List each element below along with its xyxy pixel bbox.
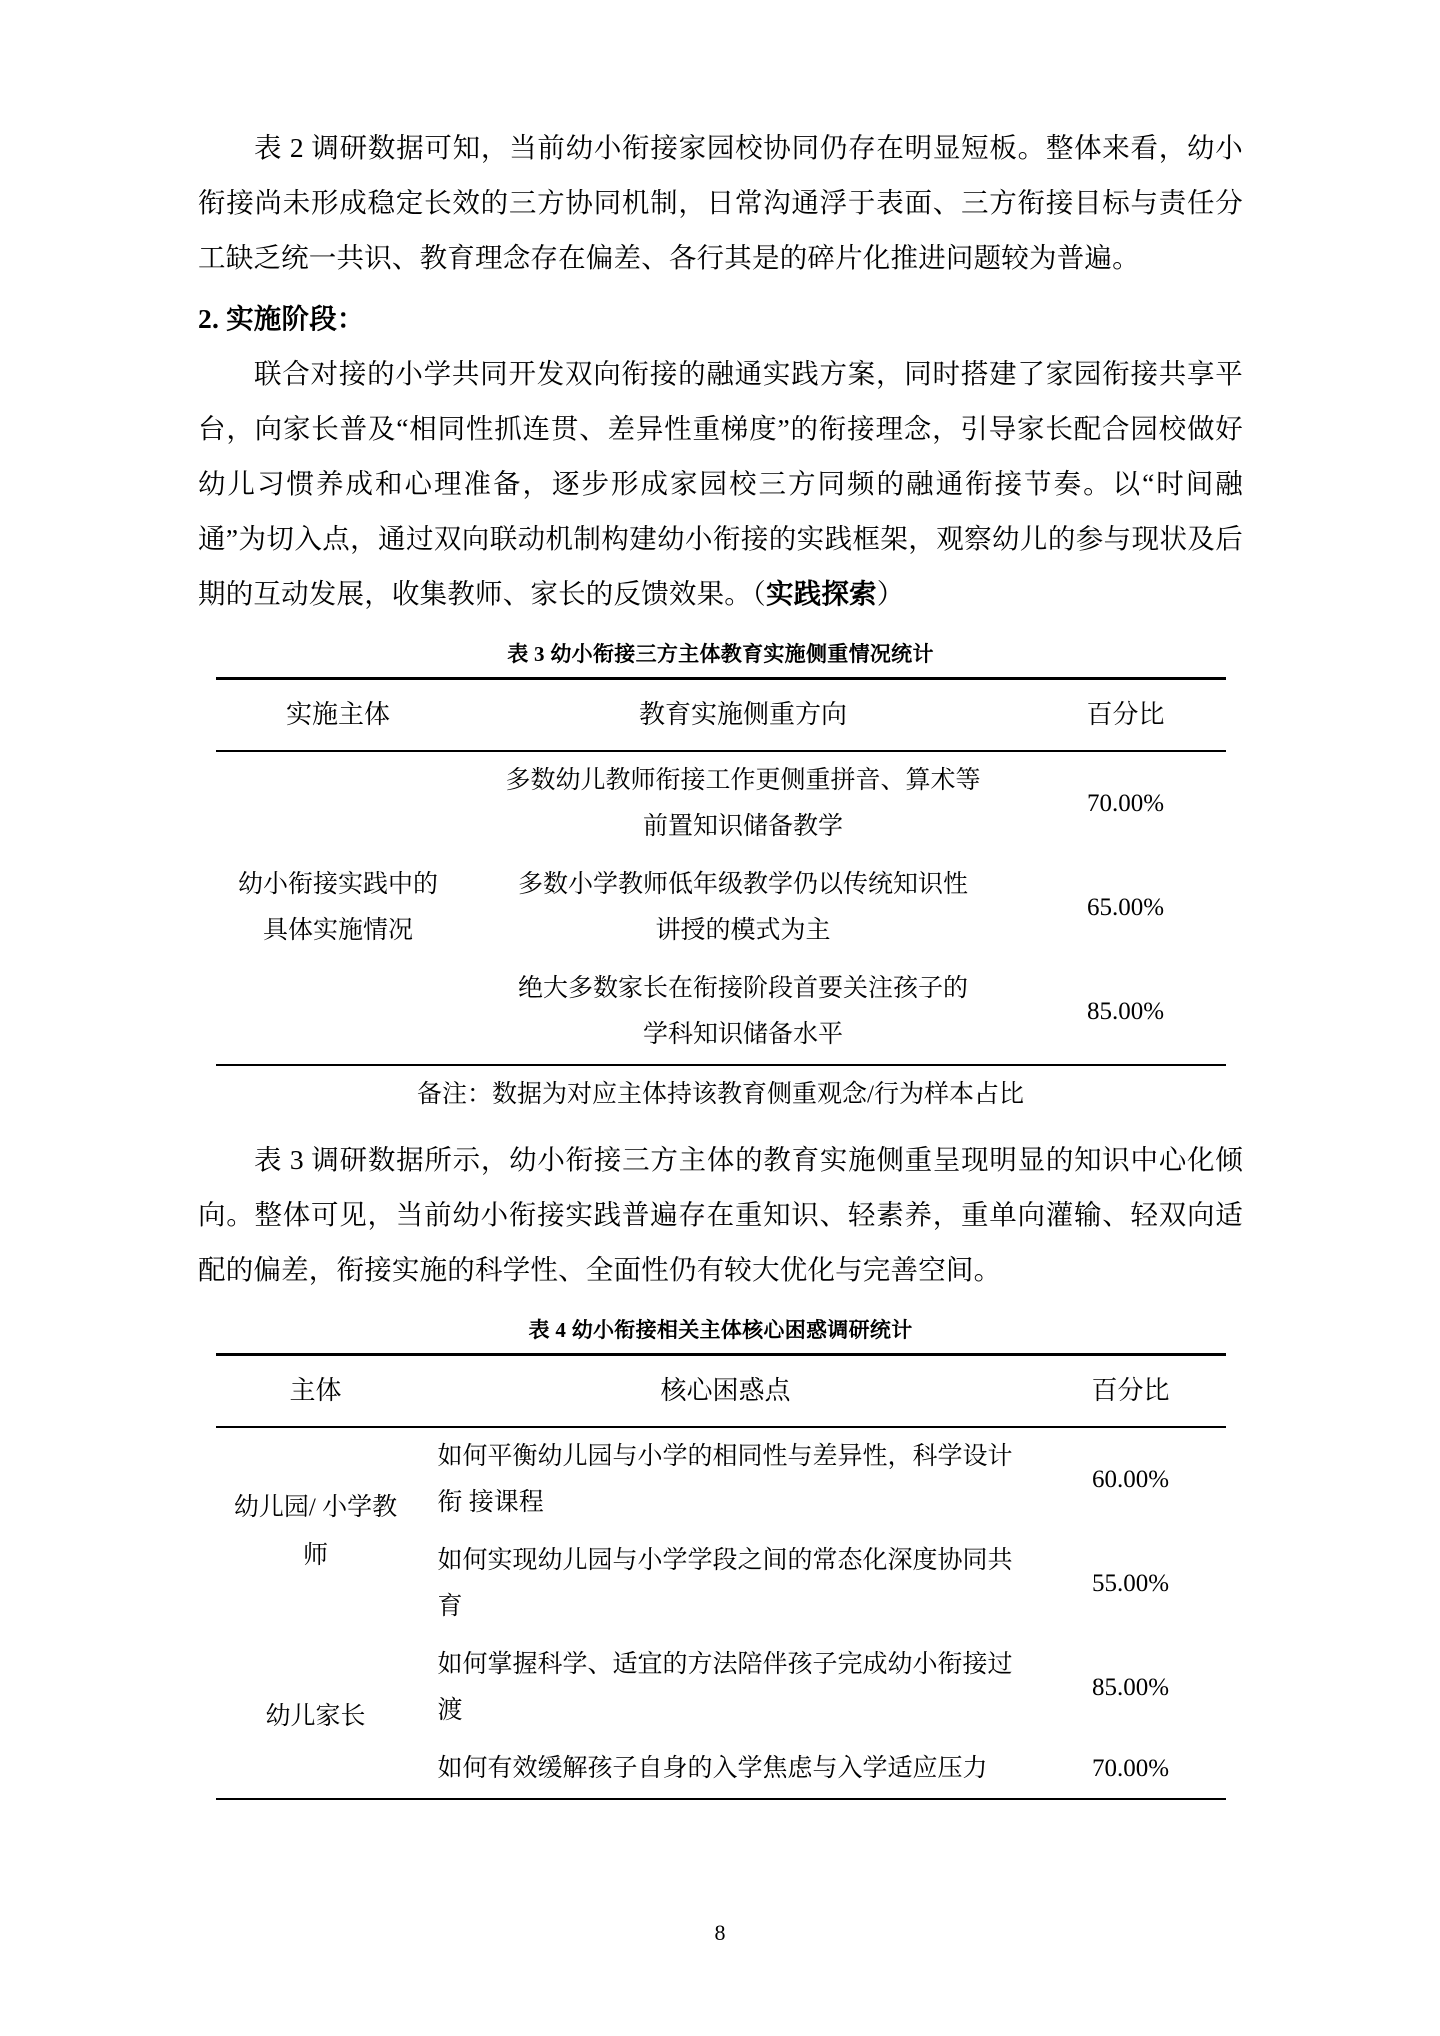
table4-header-subject: 主体 <box>216 1355 416 1428</box>
table3-header-direction: 教育实施侧重方向 <box>461 679 1026 752</box>
table3-direction-cell <box>461 856 1026 960</box>
table4-percent-cell: 55.00% <box>1091 1570 1170 1597</box>
table4-percent-cell: 85.00% <box>1091 1674 1170 1701</box>
table4-header <box>216 1355 1226 1428</box>
table4-percent-cell: 70.00% <box>1036 1740 1226 1799</box>
table4-question-cell <box>416 1740 1036 1799</box>
table-row <box>216 751 1226 856</box>
table4-question-cell <box>416 1532 1036 1636</box>
paragraph-table3-analysis: 表 3 调研数据所示，幼小衔接三方主体的教育实施侧重呈现明显的知识中心化倾向。整体可见，当前幼小衔接实践普遍存在重知识、轻素养，重单向灌输、轻双向适配的偏差，衔接实施的科学性、全面性仍有较大优化与完善空间。 <box>198 1144 1243 1285</box>
table3-percent-cell: 85.00% <box>1086 998 1165 1025</box>
table3-direction-line1: 绝大多数家长在衔接阶段首要关注孩子的 <box>517 975 968 1002</box>
table3-direction-line1: 多数小学教师低年级教学仍以传统知识性 <box>517 871 968 898</box>
paragraph-implementation-body: 联合对接的小学共同开发双向衔接的融通实践方案，同时搭建了家园衔接共享平台，向家长普及“相同性抓连贯、差异性重梯度”的衔接理念，引导家长配合园校做好幼儿习惯养成和心理准备，逐步形成家园校三方同频的融通衔接节奏。以“时间融通”为切入点，通过双向联动机制构建幼小衔接的实践框架，观察幼儿的参与现状及后期的互动发展，收集教师、家长的反馈效果。（ <box>198 358 1243 609</box>
table3-subject-cell <box>216 751 461 1065</box>
paragraph-implementation-description <box>198 346 1243 621</box>
table3-percent-cell: 65.00% <box>1086 894 1165 921</box>
table4-question-line1: 如何平衡幼儿园与小学的相同性与差异性，科学设计衔 <box>437 1443 1013 1516</box>
paragraph-table2-analysis: 表 2 调研数据可知，当前幼小衔接家园校协同仍存在明显短板。整体来看，幼小衔接尚未形成稳定长效的三方协同机制，日常沟通浮于表面、三方衔接目标与责任分工缺乏统一共识、教育理念存在偏差、各行其是的碎片化推进问题较为普遍。 <box>198 132 1243 273</box>
table4-header-percent: 百分比 <box>1036 1355 1226 1428</box>
table3-direction-line2: 前置知识储备教学 <box>642 813 843 840</box>
table3-direction-cell <box>461 751 1026 856</box>
table4-subject-line1: 幼儿家长 <box>265 1703 366 1730</box>
table4-subject-cell <box>216 1427 416 1636</box>
table4-question-cell <box>416 1427 1036 1532</box>
table4-subject-line1: 幼儿园/ <box>233 1494 316 1521</box>
table4-question-line1: 如何实现幼儿园与小学学段之间的常态化深度协同共育 <box>437 1547 1013 1620</box>
page-content <box>198 120 1243 1800</box>
table3-body <box>216 751 1226 1124</box>
table4-question-line1: 如何掌握科学、适宜的方法陪伴孩子完成幼小衔接过渡 <box>437 1651 1013 1724</box>
table3-note-row <box>216 1065 1226 1124</box>
table4-question-line2: 接课程 <box>468 1489 544 1516</box>
table3-note: 备注：数据为对应主体持该教育侧重观念/行为样本占比 <box>216 1065 1226 1124</box>
table4-question-cell <box>416 1636 1036 1740</box>
page-number: 8 <box>714 1920 726 1945</box>
table3-direction-cell <box>461 960 1026 1065</box>
paragraph-practice-exploration-bold: 实践探索 <box>765 578 877 609</box>
table4-subject-cell <box>216 1636 416 1799</box>
table4 <box>216 1353 1226 1800</box>
table-row <box>216 1427 1226 1532</box>
table3-caption: 表 3 幼小衔接三方主体教育实施侧重情况统计 <box>507 642 934 666</box>
table3 <box>216 677 1226 1124</box>
table4-percent-cell: 60.00% <box>1036 1427 1226 1532</box>
table3-direction-line2: 学科知识储备水平 <box>642 1021 843 1048</box>
table3-direction-line2: 讲授的模式为主 <box>655 917 831 944</box>
section-heading-implementation-stage: 2. 实施阶段： <box>198 303 365 334</box>
paragraph-closing-paren: ） <box>876 578 905 609</box>
table3-direction-line1: 多数幼儿教师衔接工作更侧重拼音、算术等 <box>505 767 981 794</box>
table3-percent-cell: 70.00% <box>1026 751 1226 856</box>
table4-question-line1: 如何有效缓解孩子自身的入学焦虑与入学适应压力 <box>437 1755 988 1782</box>
table4-caption: 表 4 幼小衔接相关主体核心困惑调研统计 <box>528 1318 913 1342</box>
table4-subject-line2: 小学教师 <box>302 1494 398 1569</box>
table3-subject-line1: 幼小衔接实践中的 <box>237 871 438 898</box>
table4-body <box>216 1427 1226 1799</box>
table4-header-question: 核心困惑点 <box>416 1355 1036 1428</box>
table3-subject-line2: 具体实施情况 <box>262 917 413 944</box>
table-row <box>216 1636 1226 1740</box>
table3-header <box>216 679 1226 752</box>
table3-header-subject: 实施主体 <box>216 679 461 752</box>
table3-header-percent: 百分比 <box>1026 679 1226 752</box>
